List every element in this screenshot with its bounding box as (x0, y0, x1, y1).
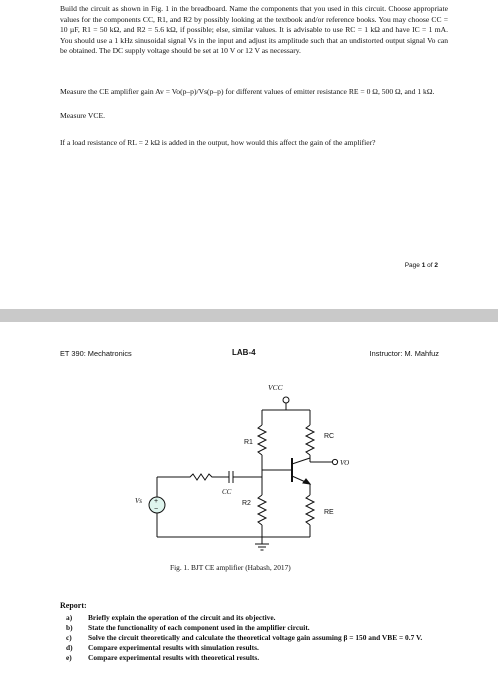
instructor-header: Instructor: M. Mahfuz (369, 349, 439, 358)
input-resistor (185, 474, 229, 480)
vcc-label: VCC (268, 383, 283, 392)
page-number-total: 2 (434, 262, 438, 269)
page-number-mid: of (425, 262, 435, 269)
course-header: ET 390: Mechatronics (60, 349, 132, 358)
report-item-label: e) (66, 652, 72, 662)
re-resistor (306, 495, 314, 525)
rc-label: RC (324, 433, 335, 440)
vo-label: VO (340, 459, 350, 467)
report-item-label: b) (66, 622, 73, 632)
report-item-e (66, 653, 446, 663)
page-number-current: 1 (421, 262, 426, 269)
vs-plus-sign: + (154, 498, 159, 505)
load-question-paragraph: If a load resistance of RL = 2 kΩ is added in the output, how would this affect the gain of the amplifier? (60, 138, 376, 147)
figure-caption: Fig. 1. BJT CE amplifier (Habash, 2017) (170, 563, 291, 572)
report-item-text: Compare experimental results with theoretical results. (88, 652, 260, 662)
rc-resistor (306, 425, 314, 455)
measure-gain-paragraph: Measure the CE amplifier gain Av = Vo(p–p)/Vs(p–p) for different values of emitter resistance RE = 0 Ω, 500 Ω, and 1 kΩ. (60, 87, 435, 96)
report-list (66, 613, 446, 663)
emitter-arrow-icon (303, 479, 310, 484)
output-terminal (332, 459, 337, 464)
cc-label: CC (222, 488, 232, 496)
lab-title: LAB-4 (232, 348, 256, 357)
instructions-paragraph: Build the circuit as shown in Fig. 1 in the breadboard. Name the components that you used in this circuit. Choose appropriate values for the components CC, R1, and R2 by possibly looking at the textbook and/or reference books. You may choose CC = 10 µF, R1 = 50 kΩ, and R2 = 5.6 kΩ, if possible; else, similar values. It is advisable to use RC = 1 kΩ and have IC = 1 mA. You should use a 1 kHz sinusoidal signal Vs in the input and adjust its amplitude such that an undistorted output signal Vo can be obtained. The DC supply voltage should be set at 10 V or 12 V as necessary. (60, 4, 448, 56)
vs-label: Vs (135, 497, 142, 505)
report-item-label: c) (66, 632, 72, 642)
report-item-label: d) (66, 642, 73, 652)
r1-label: R1 (244, 439, 253, 446)
report-item-text: Compare experimental results with simulation results. (88, 642, 259, 652)
report-item-label: a) (66, 613, 73, 622)
report-item-d (66, 643, 446, 653)
measure-vce-paragraph: Measure VCE. (60, 111, 105, 120)
page-number-prefix: Page (404, 262, 422, 269)
report-item-c (66, 633, 446, 643)
report-item-b (66, 623, 446, 633)
re-label: RE (324, 509, 334, 516)
vs-minus-sign: − (154, 506, 159, 513)
vcc-terminal (283, 397, 289, 403)
r1-resistor (258, 425, 266, 455)
report-item-text: Briefly explain the operation of the circuit and its objective. (88, 613, 276, 622)
report-item-text: State the functionality of each component used in the amplifier circuit. (88, 622, 310, 632)
report-item-a (66, 613, 446, 623)
r2-label: R2 (242, 500, 251, 507)
transistor-collector (292, 458, 310, 464)
report-heading: Report: (60, 601, 87, 610)
report-item-text: Solve the circuit theoretically and calculate the theoretical voltage gain assuming β = 150 and VBE = 0.7 V. (88, 632, 423, 642)
r2-resistor (258, 495, 266, 525)
